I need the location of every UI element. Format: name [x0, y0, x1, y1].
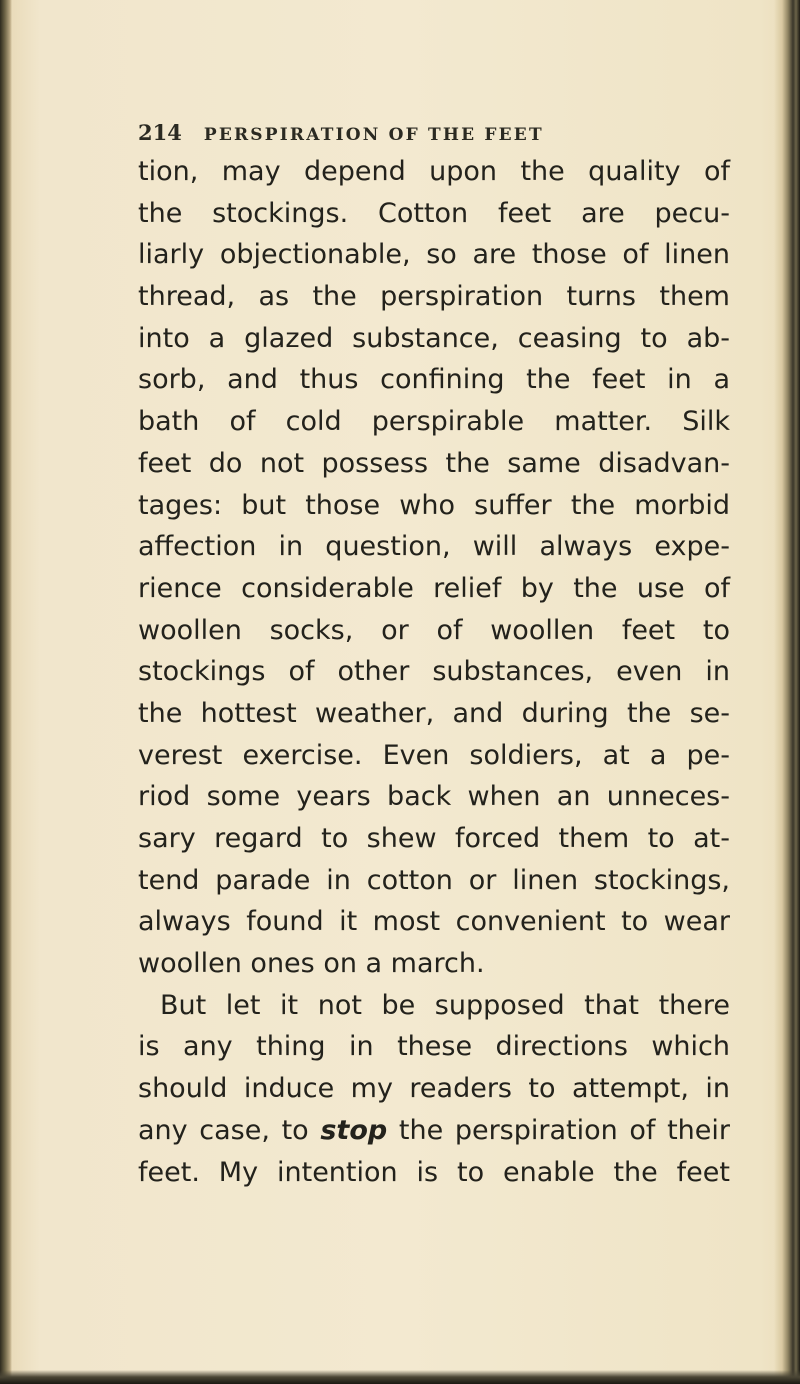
text-line: feet do not possess the same disadvan-: [138, 447, 730, 479]
text-line: rience considerable relief by the use of: [138, 572, 730, 604]
text-line: thread, as the perspiration turns them: [138, 281, 730, 313]
text-line: sorb, and thus confining the feet in a: [138, 364, 730, 396]
text-line: sary regard to shew forced them to at-: [138, 823, 730, 854]
text-line: verest exercise. Even soldiers, at a pe-: [138, 739, 730, 771]
text-line: woollen socks, or of woollen feet to: [138, 614, 730, 646]
text-fragment: any case, to: [138, 1114, 309, 1146]
text-line: riod some years back when an unneces-: [138, 781, 730, 813]
text-line: affection in question, will always expe-: [138, 531, 730, 563]
text-line: woollen ones on a march.: [138, 948, 485, 980]
text-line: stockings of other substances, even in: [138, 656, 730, 688]
emphasized-word: stop: [320, 1114, 388, 1146]
running-title: PERSPIRATION OF THE FEET: [203, 125, 544, 145]
text-line: tion, may depend upon the quality of: [138, 156, 730, 187]
text-line: liarly objectionable, so are those of linen: [138, 239, 730, 271]
text-line: the stockings. Cotton feet are pecu-: [138, 197, 730, 229]
text-line: the hottest weather, and during the se-: [138, 697, 730, 729]
text-line: into a glazed substance, ceasing to ab-: [138, 322, 730, 354]
text-line: But let it not be supposed that there: [160, 989, 730, 1021]
text-line: bath of cold perspirable matter. Silk: [138, 406, 730, 438]
body-text: [138, 151, 730, 1193]
page-left-edge: [0, 0, 12, 1384]
text-line: tend parade in cotton or linen stockings,: [138, 864, 730, 896]
text-line: feet. My intention is to enable the feet: [138, 1156, 730, 1188]
text-line: should induce my readers to attempt, in: [138, 1073, 730, 1105]
page-number: 214: [138, 120, 182, 145]
text-line: tages: but those who suffer the morbid: [138, 489, 730, 521]
text-line: always found it most convenient to wear: [138, 906, 730, 938]
page-right-edge: [774, 0, 800, 1384]
text-line: is any thing in these directions which: [138, 1031, 730, 1063]
page-bottom-edge: [0, 1370, 800, 1384]
text-line-with-emphasis: [138, 1110, 730, 1152]
running-header: [138, 120, 544, 145]
text-fragment: the perspiration of their: [398, 1114, 730, 1146]
